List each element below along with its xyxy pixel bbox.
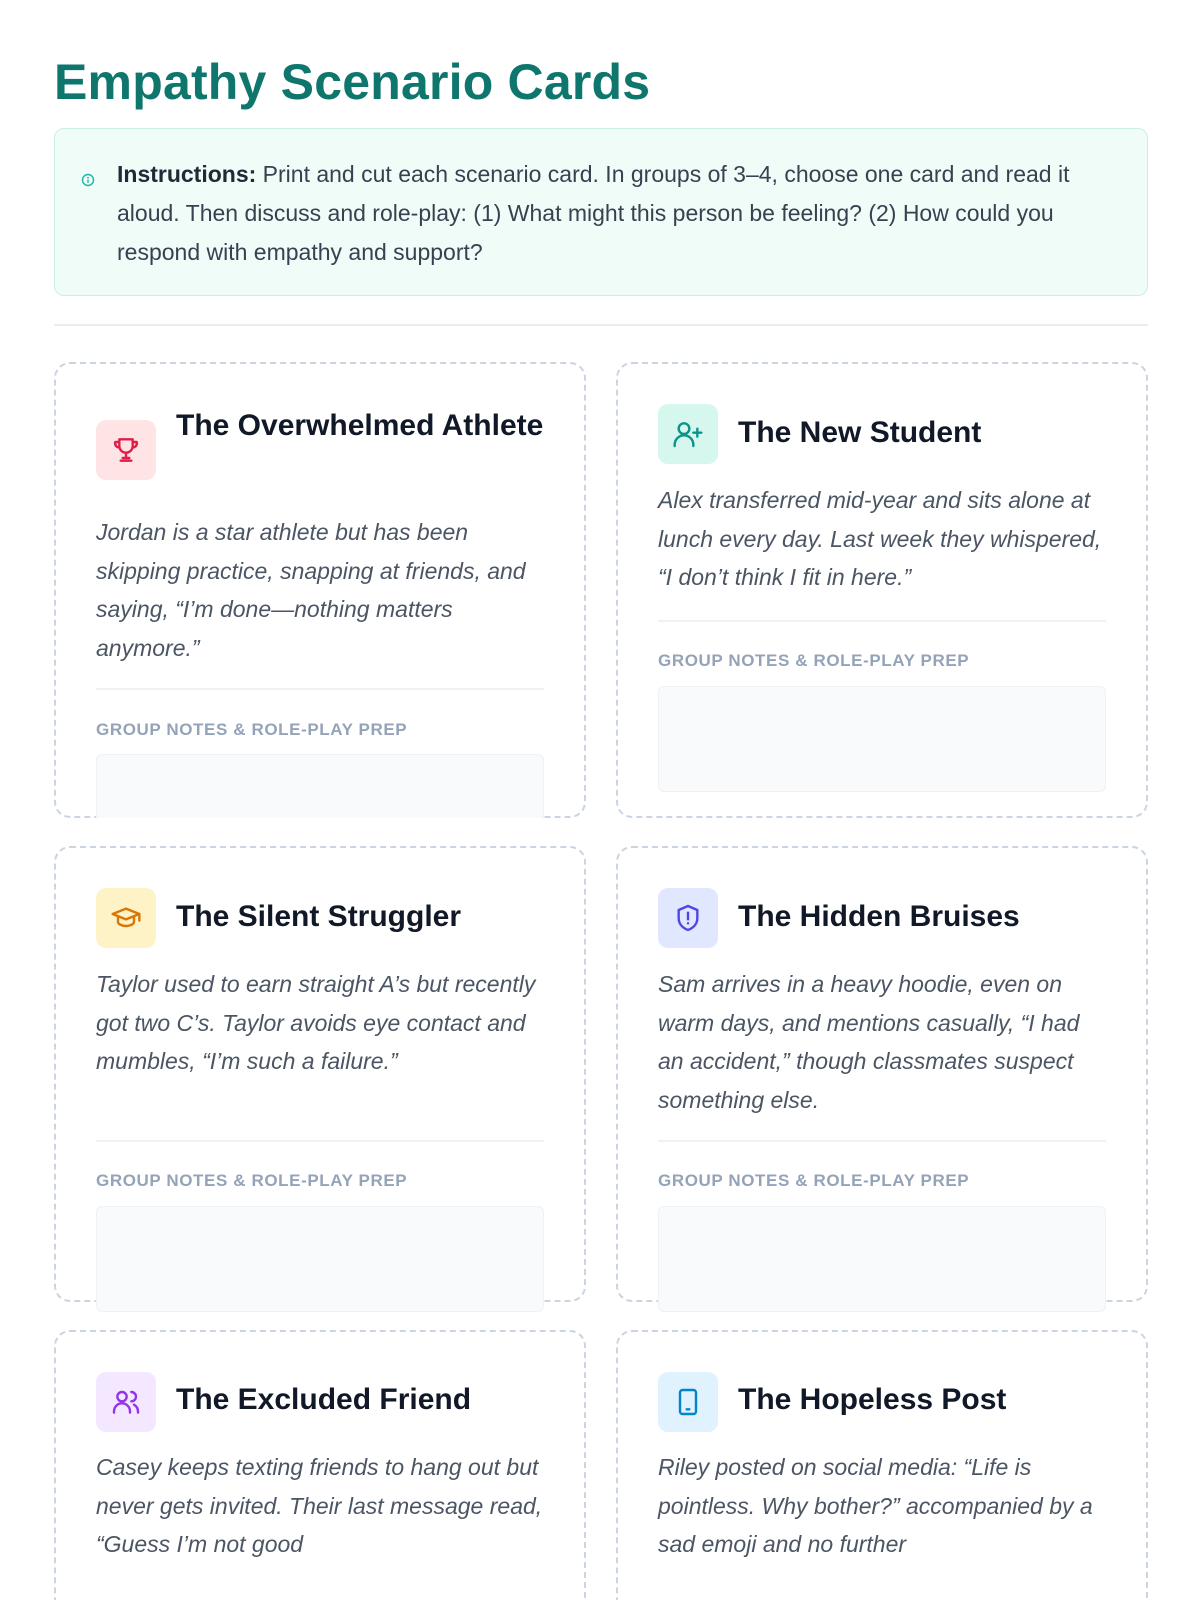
card-title: The Hopeless Post [738, 1383, 1007, 1416]
card-divider [96, 688, 544, 690]
card-scenario-text: Casey keeps texting friends to hang out but never gets invited. Their last message read, “Guess I’m not good [96, 1454, 543, 1557]
users-icon [110, 1386, 142, 1418]
card-title: The Silent Struggler [176, 900, 462, 933]
scenario-card-overwhelmed-athlete [54, 362, 586, 818]
shield-alert-icon [672, 902, 704, 934]
card-scenario-text: Riley posted on social media: “Life is pointless. Why bother?” accompanied by a sad emoji and no further [658, 1454, 1093, 1557]
phone-icon [672, 1386, 704, 1418]
scenario-card-silent-struggler [54, 846, 586, 1302]
card-scenario-text: Sam arrives in a heavy hoodie, even on warm days, and mentions casually, “I had an accident,” though classmates suspect something else. [658, 971, 1080, 1113]
user-plus-icon [672, 418, 704, 450]
card-divider [96, 1140, 544, 1142]
card-icon-badge [96, 420, 156, 480]
page-title: Empathy Scenario Cards [54, 54, 651, 110]
scenario-card-hidden-bruises [616, 846, 1148, 1302]
worksheet-page [54, 0, 1148, 1600]
card-icon-badge [658, 404, 718, 464]
card-icon-badge [658, 888, 718, 948]
notes-label: GROUP NOTES & ROLE-PLAY PREP [658, 1171, 970, 1190]
card-scenario-text: Jordan is a star athlete but has been skipping practice, snapping at friends, and saying, “I’m done—nothing matters anymore.” [96, 519, 526, 661]
section-divider [54, 324, 1148, 326]
notes-label: GROUP NOTES & ROLE-PLAY PREP [96, 1171, 408, 1190]
card-title: The Hidden Bruises [738, 900, 1020, 933]
scenario-card-new-student [616, 362, 1148, 818]
scenario-card-hopeless-post [616, 1330, 1148, 1600]
card-divider [658, 1140, 1106, 1142]
notes-box[interactable] [96, 754, 544, 818]
instructions-label: Instructions: [117, 161, 257, 187]
card-title: The Overwhelmed Athlete [176, 409, 544, 442]
scenario-card-excluded-friend [54, 1330, 586, 1600]
trophy-icon [110, 434, 142, 466]
card-icon-badge [96, 888, 156, 948]
card-title: The New Student [738, 416, 982, 449]
instructions-box [54, 128, 1148, 296]
notes-box[interactable] [658, 1206, 1106, 1312]
card-title: The Excluded Friend [176, 1383, 472, 1416]
instructions-text [117, 155, 1117, 272]
card-divider [658, 620, 1106, 622]
graduation-cap-icon [110, 902, 142, 934]
notes-box[interactable] [658, 686, 1106, 792]
notes-label: GROUP NOTES & ROLE-PLAY PREP [96, 720, 408, 739]
notes-box[interactable] [96, 1206, 544, 1312]
card-icon-badge [96, 1372, 156, 1432]
instructions-body: Print and cut each scenario card. In groups of 3–4, choose one card and read it aloud. Then discuss and role-play: (1) What might this person be feeling? (2) How could you respond with empathy and support? [117, 161, 1070, 265]
notes-label: GROUP NOTES & ROLE-PLAY PREP [658, 651, 970, 670]
card-scenario-text: Taylor used to earn straight A’s but recently got two C’s. Taylor avoids eye contact and mumbles, “I’m such a failure.” [96, 971, 536, 1074]
info-icon [81, 173, 95, 187]
card-icon-badge [658, 1372, 718, 1432]
card-scenario-text: Alex transferred mid-year and sits alone at lunch every day. Last week they whispered, “I don’t think I fit in here.” [658, 487, 1102, 590]
